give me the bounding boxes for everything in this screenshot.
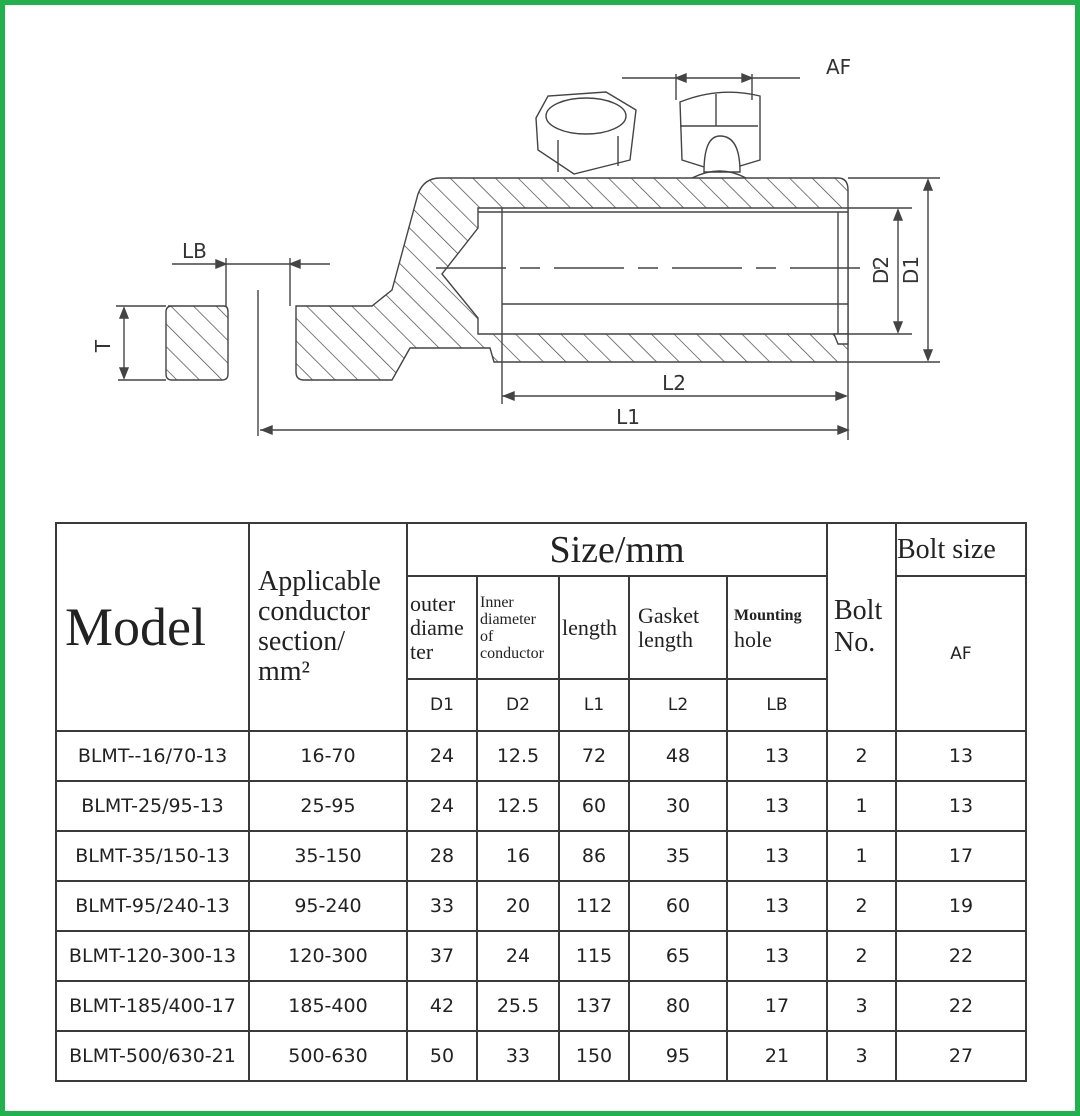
cell-d1: 24 bbox=[407, 731, 477, 781]
label-af: AF bbox=[826, 55, 852, 79]
cell-section: 35-150 bbox=[249, 831, 407, 881]
header-mounting-line1: Mounting bbox=[734, 606, 802, 624]
cell-d2: 12.5 bbox=[477, 731, 559, 781]
cell-af: 27 bbox=[896, 1031, 1026, 1081]
cell-lb: 13 bbox=[727, 931, 827, 981]
cell-d1: 50 bbox=[407, 1031, 477, 1081]
header-gasket-line1: Gasket bbox=[638, 602, 700, 628]
label-l1: L1 bbox=[616, 405, 640, 429]
header-code-l2: L2 bbox=[629, 679, 727, 731]
label-t: T bbox=[91, 339, 115, 353]
header-inner-diameter bbox=[477, 576, 559, 679]
header-code-l1: L1 bbox=[559, 679, 629, 731]
table-row bbox=[56, 781, 1026, 831]
cell-bolt-no: 2 bbox=[827, 931, 896, 981]
spec-table bbox=[55, 522, 1027, 1082]
cell-bolt-no: 1 bbox=[827, 831, 896, 881]
header-mounting-line2: hole bbox=[734, 626, 772, 652]
cell-l2: 80 bbox=[629, 981, 727, 1031]
cell-l2: 65 bbox=[629, 931, 727, 981]
table-row bbox=[56, 931, 1026, 981]
cell-d2: 20 bbox=[477, 881, 559, 931]
cell-section: 16-70 bbox=[249, 731, 407, 781]
header-gasket-line2: length bbox=[638, 626, 693, 652]
header-size-group: Size/mm bbox=[407, 523, 827, 576]
header-code-lb: LB bbox=[727, 679, 827, 731]
cell-lb: 13 bbox=[727, 831, 827, 881]
table-row bbox=[56, 881, 1026, 931]
header-bolt-no-line2: No. bbox=[834, 627, 876, 658]
cell-l2: 60 bbox=[629, 881, 727, 931]
cell-section: 25-95 bbox=[249, 781, 407, 831]
header-outer-line2: diame bbox=[410, 614, 464, 640]
header-bolt-no-line1: Bolt bbox=[834, 595, 883, 626]
header-inner-line1: Inner bbox=[480, 593, 514, 611]
header-applicable-section bbox=[249, 523, 407, 731]
cell-d2: 12.5 bbox=[477, 781, 559, 831]
cell-model: BLMT-95/240-13 bbox=[56, 881, 249, 931]
cell-af: 17 bbox=[896, 831, 1026, 881]
header-applicable-line2: conductor bbox=[258, 596, 370, 627]
cell-bolt-no: 3 bbox=[827, 1031, 896, 1081]
cell-model: BLMT-500/630-21 bbox=[56, 1031, 249, 1081]
cell-bolt-no: 1 bbox=[827, 781, 896, 831]
cable-lug-drawing bbox=[0, 0, 1080, 480]
cell-section: 185-400 bbox=[249, 981, 407, 1031]
header-model: Model bbox=[56, 523, 249, 731]
header-bolt-size: Bolt size bbox=[896, 523, 1026, 576]
cell-af: 22 bbox=[896, 931, 1026, 981]
cell-l1: 112 bbox=[559, 881, 629, 931]
cell-l1: 60 bbox=[559, 781, 629, 831]
cell-d1: 33 bbox=[407, 881, 477, 931]
cell-d2: 16 bbox=[477, 831, 559, 881]
cell-lb: 13 bbox=[727, 881, 827, 931]
header-applicable-line4: mm² bbox=[258, 656, 310, 687]
header-bolt-no bbox=[827, 523, 896, 731]
cell-bolt-no: 2 bbox=[827, 731, 896, 781]
label-d2: D2 bbox=[869, 255, 893, 285]
header-outer-diameter bbox=[407, 576, 477, 679]
cell-l1: 150 bbox=[559, 1031, 629, 1081]
cell-l2: 35 bbox=[629, 831, 727, 881]
cell-d2: 24 bbox=[477, 931, 559, 981]
cell-af: 13 bbox=[896, 781, 1026, 831]
cell-l2: 95 bbox=[629, 1031, 727, 1081]
cell-section: 120-300 bbox=[249, 931, 407, 981]
cell-bolt-no: 2 bbox=[827, 881, 896, 931]
cell-model: BLMT-120-300-13 bbox=[56, 931, 249, 981]
cell-l2: 30 bbox=[629, 781, 727, 831]
cell-model: BLMT-185/400-17 bbox=[56, 981, 249, 1031]
label-d1: D1 bbox=[899, 255, 923, 285]
table-row bbox=[56, 1031, 1026, 1081]
header-code-af: AF bbox=[896, 576, 1026, 731]
cell-d2: 33 bbox=[477, 1031, 559, 1081]
cell-lb: 17 bbox=[727, 981, 827, 1031]
cell-lb: 13 bbox=[727, 731, 827, 781]
cell-l2: 48 bbox=[629, 731, 727, 781]
cell-section: 500-630 bbox=[249, 1031, 407, 1081]
header-outer-line1: outer bbox=[410, 590, 456, 616]
cell-lb: 13 bbox=[727, 781, 827, 831]
header-mounting-hole bbox=[727, 576, 827, 679]
table-row bbox=[56, 731, 1026, 781]
header-applicable-line3: section/ bbox=[258, 626, 346, 657]
cell-af: 22 bbox=[896, 981, 1026, 1031]
cell-l1: 72 bbox=[559, 731, 629, 781]
table-row bbox=[56, 831, 1026, 881]
header-inner-line2: diameter bbox=[480, 610, 536, 628]
cell-model: BLMT-35/150-13 bbox=[56, 831, 249, 881]
cell-section: 95-240 bbox=[249, 881, 407, 931]
cell-lb: 21 bbox=[727, 1031, 827, 1081]
header-code-d1: D1 bbox=[407, 679, 477, 731]
cell-d1: 24 bbox=[407, 781, 477, 831]
cell-d2: 25.5 bbox=[477, 981, 559, 1031]
cell-l1: 137 bbox=[559, 981, 629, 1031]
cell-model: BLMT-25/95-13 bbox=[56, 781, 249, 831]
header-length: length bbox=[559, 576, 629, 679]
header-outer-line3: ter bbox=[410, 638, 434, 664]
header-code-d2: D2 bbox=[477, 679, 559, 731]
cell-d1: 37 bbox=[407, 931, 477, 981]
cell-l1: 115 bbox=[559, 931, 629, 981]
header-inner-line4: conductor bbox=[480, 644, 544, 662]
table-row bbox=[56, 981, 1026, 1031]
cell-bolt-no: 3 bbox=[827, 981, 896, 1031]
header-applicable-line1: Applicable bbox=[258, 566, 381, 597]
cell-l1: 86 bbox=[559, 831, 629, 881]
cell-af: 13 bbox=[896, 731, 1026, 781]
label-lb: LB bbox=[182, 239, 207, 263]
label-l2: L2 bbox=[662, 371, 686, 395]
header-gasket-length bbox=[629, 576, 727, 679]
cell-d1: 28 bbox=[407, 831, 477, 881]
cell-d1: 42 bbox=[407, 981, 477, 1031]
cell-af: 19 bbox=[896, 881, 1026, 931]
header-inner-line3: of bbox=[480, 627, 494, 645]
cell-model: BLMT--16/70-13 bbox=[56, 731, 249, 781]
